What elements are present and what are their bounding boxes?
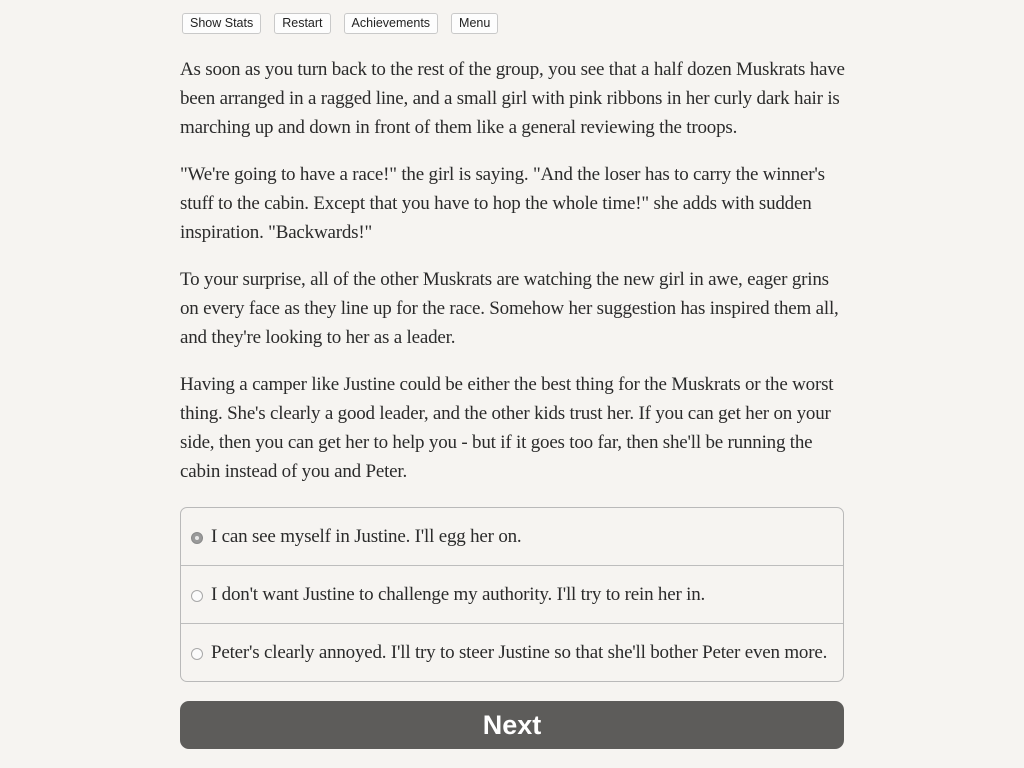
menu-button[interactable]: Menu xyxy=(451,13,498,34)
toolbar xyxy=(182,13,511,34)
choice-option-egg-on[interactable] xyxy=(181,508,843,565)
radio-button-selected[interactable] xyxy=(191,532,203,544)
radio-button[interactable] xyxy=(191,648,203,660)
achievements-button[interactable]: Achievements xyxy=(344,13,439,34)
choice-label: I can see myself in Justine. I'll egg her on. xyxy=(211,525,522,547)
story-paragraph: Having a camper like Justine could be either the best thing for the Muskrats or the worst thing. She's clearly a good leader, and the other kids trust her. If you can get her on your side, then you can get her to help you - but if it goes too far, then she'll be running the cabin instead of you and Peter. xyxy=(180,374,834,482)
story-paragraph: "We're going to have a race!" the girl is saying. "And the loser has to carry the winner's stuff to the cabin. Except that you have to hop the whole time!" she adds with sudden inspiration. "Backwards!" xyxy=(180,164,825,243)
choice-list xyxy=(180,507,844,682)
restart-button[interactable]: Restart xyxy=(274,13,330,34)
story-text xyxy=(180,55,848,504)
choice-label: I don't want Justine to challenge my authority. I'll try to rein her in. xyxy=(211,583,706,605)
radio-button[interactable] xyxy=(191,590,203,602)
next-button[interactable]: Next xyxy=(180,701,844,749)
story-paragraph: To your surprise, all of the other Muskrats are watching the new girl in awe, eager grins on every face as they line up for the race. Somehow her suggestion has inspired them all, and they're looking to her as a leader. xyxy=(180,269,839,348)
choice-option-bother-peter[interactable] xyxy=(181,623,843,681)
choice-option-rein-in[interactable] xyxy=(181,565,843,623)
show-stats-button[interactable]: Show Stats xyxy=(182,13,261,34)
choice-label: Peter's clearly annoyed. I'll try to steer Justine so that she'll bother Peter even more. xyxy=(211,641,828,663)
story-paragraph: As soon as you turn back to the rest of the group, you see that a half dozen Muskrats have been arranged in a ragged line, and a small girl with pink ribbons in her curly dark hair is marching up and down in front of them like a general reviewing the troops. xyxy=(180,59,845,138)
